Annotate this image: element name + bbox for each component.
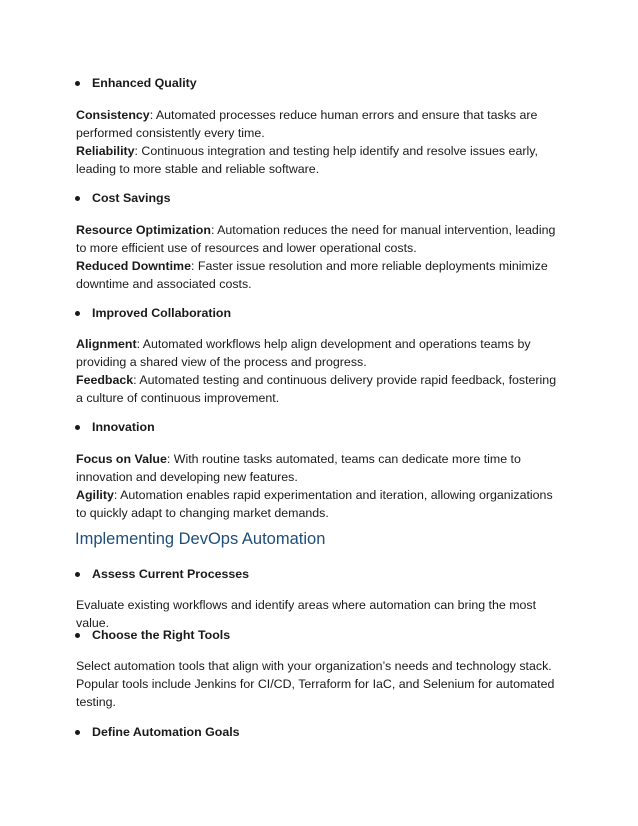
text-resource-optimization: : Automation reduces the need for manual intervention, leading to more efficient use of resources and lower operational costs. [76, 223, 556, 255]
term-focus-on-value: Focus on Value [76, 452, 167, 466]
benefit-paragraph [76, 450, 566, 522]
text-agility: : Automation enables rapid experimentation and iteration, allowing organizations to quickly adapt to changing market demands. [76, 488, 553, 520]
text-focus-on-value: : With routine tasks automated, teams can dedicate more time to innovation and developing new features. [76, 452, 521, 484]
section-heading: Implementing DevOps Automation [75, 530, 326, 548]
term-resource-optimization: Resource Optimization [76, 223, 211, 237]
bullet-choose-right-tools: Choose the Right Tools [92, 628, 231, 642]
term-reliability: Reliability [76, 144, 135, 158]
bullet-enhanced-quality: Enhanced Quality [92, 76, 197, 90]
text-alignment: : Automated workflows help align development and operations teams by providing a shared view of the process and progress. [76, 337, 531, 369]
benefit-paragraph [76, 221, 566, 293]
term-reduced-downtime: Reduced Downtime [76, 259, 191, 273]
term-feedback: Feedback [76, 373, 134, 387]
bullet-cost-savings: Cost Savings [92, 191, 171, 205]
benefit-paragraph [76, 106, 566, 178]
step-paragraph: Select automation tools that align with your organization’s needs and technology stack. Popular tools include Jenkins for CI/CD, Terraform for IaC, and Selenium for automated testing. [76, 659, 555, 709]
bullet-define-automation-goals: Define Automation Goals [92, 725, 240, 739]
term-agility: Agility [76, 488, 114, 502]
term-consistency: Consistency [76, 108, 150, 122]
bullet-innovation: Innovation [92, 420, 155, 434]
text-feedback: : Automated testing and continuous delivery provide rapid feedback, fostering a culture of continuous improvement. [76, 373, 557, 405]
term-alignment: Alignment [76, 337, 137, 351]
bullet-improved-collaboration: Improved Collaboration [92, 306, 232, 320]
text-reliability: : Continuous integration and testing help identify and resolve issues early, leading to more stable and reliable software. [76, 144, 538, 176]
step-paragraph: Evaluate existing workflows and identify areas where automation can bring the most value. [76, 598, 537, 630]
text-reduced-downtime: : Faster issue resolution and more reliable deployments minimize downtime and associated costs. [76, 259, 548, 291]
benefit-paragraph [76, 335, 566, 407]
text-consistency: : Automated processes reduce human errors and ensure that tasks are performed consistently every time. [76, 108, 538, 140]
bullet-assess-current-processes: Assess Current Processes [92, 567, 250, 581]
